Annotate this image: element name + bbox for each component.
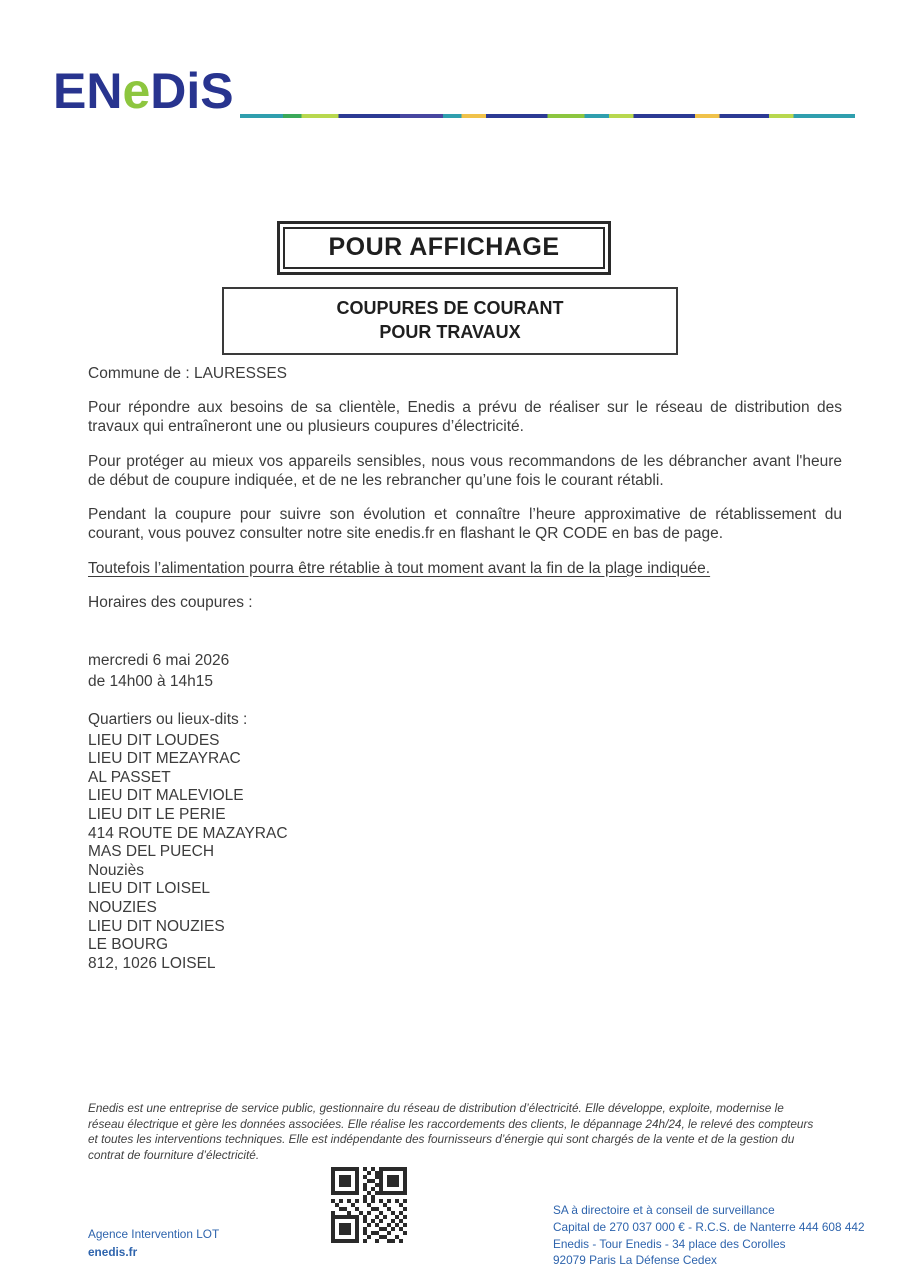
logo-text-en: EN — [53, 63, 123, 119]
company-legal-block — [553, 1202, 865, 1269]
company-description: Enedis est une entreprise de service public, gestionnaire du réseau de distribution d’électricité. Elle développe, exploite, modernise le réseau électrique et gère les données associées. Elle réalise les raccordements des clients, le dépannage 24h/24, le relevé des compteurs et toutes les interventions techniques. Elle est indépendante des fournisseurs d’énergie qui sont chargés de la vente et de la gestion du contrat de fourniture d’électricité. — [88, 1101, 814, 1163]
schedule-time: de 14h00 à 14h15 — [88, 673, 213, 691]
district-item: LIEU DIT LOISEL — [88, 880, 211, 898]
paragraph-qrcode: Pendant la coupure pour suivre son évolution et connaître l’heure approximative de rétablissement du courant, vous pouvez consulter notre site enedis.fr en flashant le QR CODE en bas de page. — [88, 506, 842, 543]
spacer — [88, 627, 842, 651]
paragraph-underlined — [88, 559, 842, 578]
coupures-title-line2: POUR TRAVAUX — [379, 322, 521, 343]
district-item: AL PASSET — [88, 768, 171, 786]
district-item: 414 ROUTE DE MAZAYRAC — [88, 824, 288, 842]
district-item: LIEU DIT NOUZIES — [88, 917, 225, 935]
brand-color-line — [240, 114, 855, 118]
district-item: Nouziès — [88, 861, 144, 879]
underlined-sentence: Toutefois l’alimentation pourra être rétablie à tout moment avant la fin de la plage indiquée. — [88, 559, 711, 577]
district-item: LIEU DIT LOUDES — [88, 731, 220, 749]
pour-affichage-title: POUR AFFICHAGE — [283, 227, 605, 269]
notice-body — [88, 364, 842, 973]
coupures-box — [222, 287, 678, 355]
district-item: LIEU DIT LE PERIE — [88, 806, 226, 823]
agency-name: Agence Intervention LOT — [88, 1227, 220, 1241]
commune-line: Commune de : LAURESSES — [88, 365, 288, 382]
district-item: LIEU DIT MALEVIOLE — [88, 787, 244, 805]
logo-text-dis: DiS — [150, 63, 234, 119]
district-item: LE BOURG — [88, 936, 169, 954]
district-item: 812, 1026 LOISEL — [88, 954, 216, 972]
legal-line: SA à directoire et à conseil de surveillance — [553, 1203, 775, 1217]
districts-label: Quartiers ou lieux-dits : — [88, 711, 248, 729]
legal-line: Capital de 270 037 000 € - R.C.S. de Nanterre 444 608 442 — [553, 1219, 865, 1234]
schedule-label: Horaires des coupures : — [88, 593, 253, 611]
paragraph-advice: Pour protéger au mieux vos appareils sensibles, nous vous recommandons de les débrancher avant l'heure de début de coupure indiquée, et de ne les rebrancher qu’une fois le courant rétabli. — [88, 452, 842, 489]
district-item: NOUZIES — [88, 898, 157, 916]
legal-line: 92079 Paris La Défense Cedex — [553, 1253, 717, 1268]
pour-affichage-box — [277, 221, 611, 275]
district-item: LIEU DIT MEZAYRAC — [88, 750, 241, 768]
enedis-logo — [53, 62, 234, 120]
logo-text-e: e — [122, 63, 151, 119]
coupures-title-line1: COUPURES DE COURANT — [336, 298, 564, 318]
legal-line: Enedis - Tour Enedis - 34 place des Corolles — [553, 1236, 786, 1251]
agency-block — [88, 1226, 219, 1261]
qr-code-image — [331, 1167, 407, 1243]
schedule-date: mercredi 6 mai 2026 — [88, 651, 230, 669]
paragraph-intro: Pour répondre aux besoins de sa clientèle, Enedis a prévu de réaliser sur le réseau de distribution des travaux qui entraîneront une ou plusieurs coupures d’électricité. — [88, 399, 842, 436]
enedis-fr-label: enedis.fr — [88, 1244, 138, 1259]
district-item: MAS DEL PUECH — [88, 843, 215, 861]
qr-code — [331, 1167, 407, 1248]
